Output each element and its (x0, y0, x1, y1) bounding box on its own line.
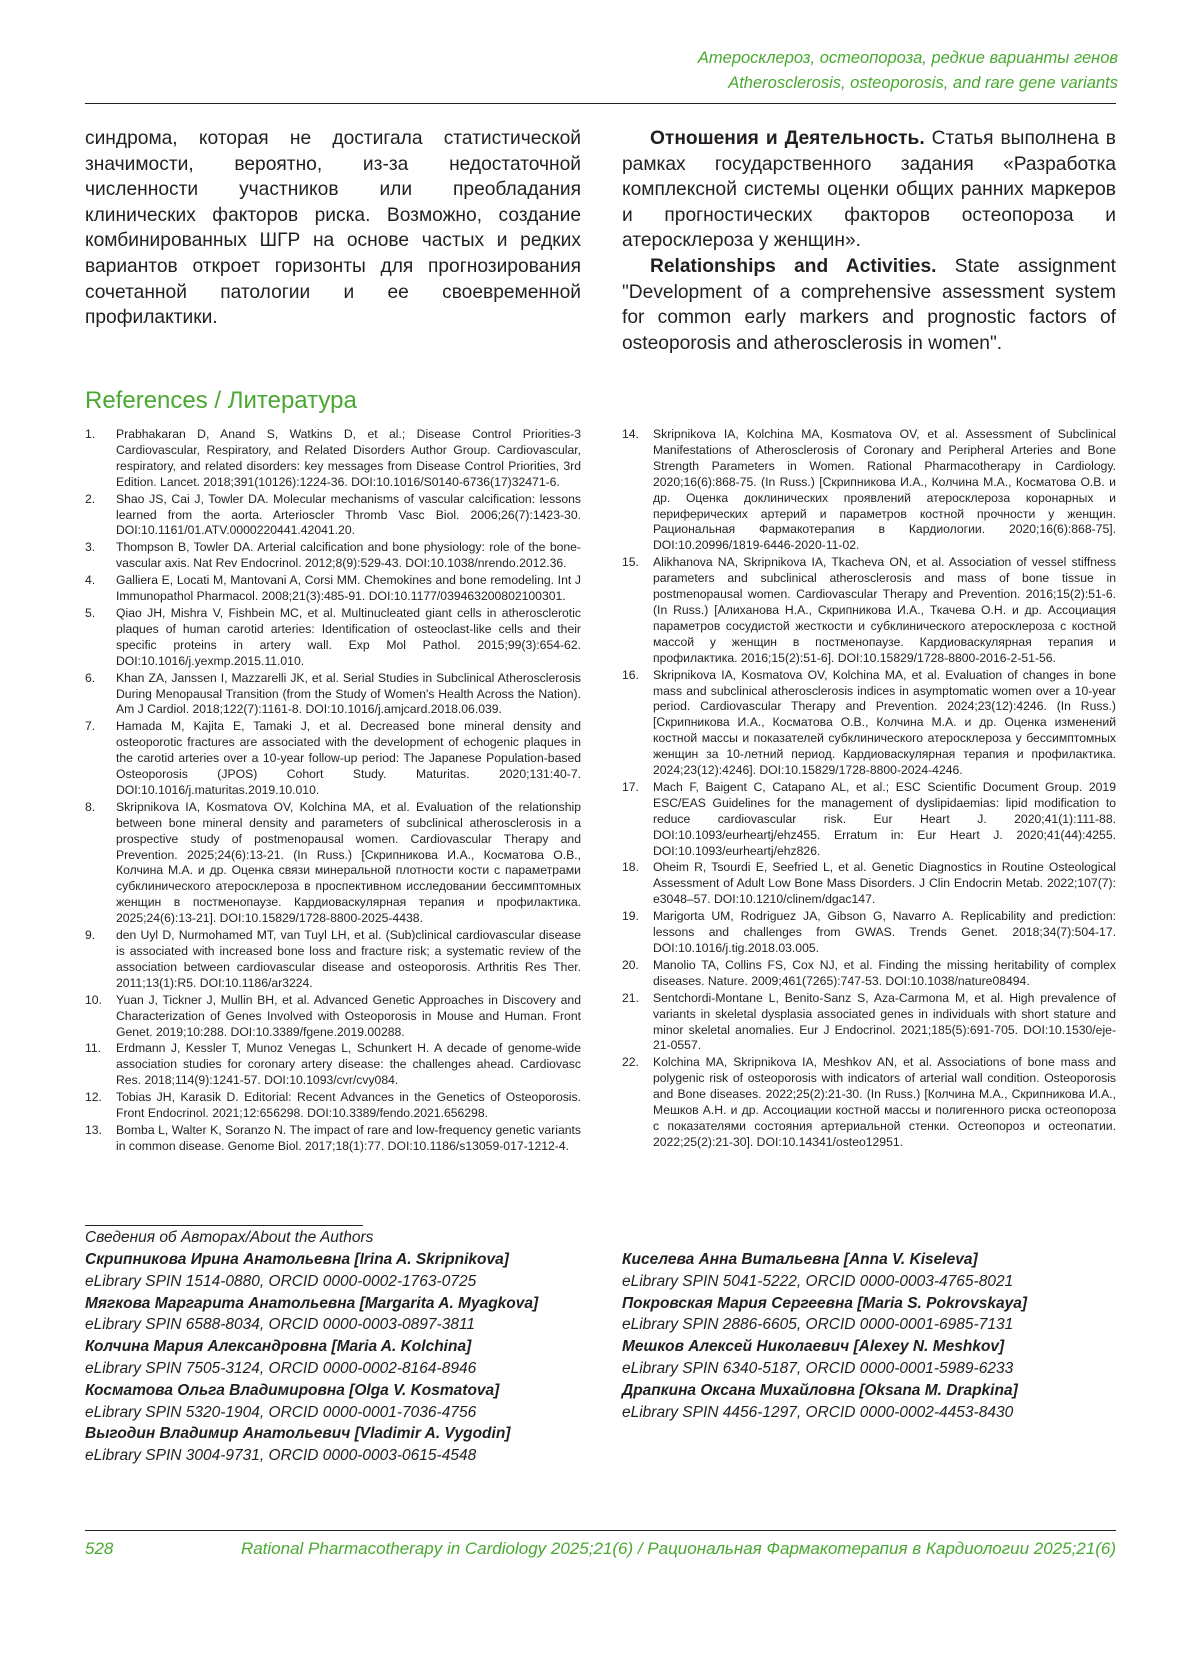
reference-number: 4. (85, 573, 96, 588)
author-name: Покровская Мария Сергеевна [Maria S. Pokrovskaya] (622, 1294, 1027, 1312)
reference-number: 15. (622, 555, 639, 570)
authors-list-left (85, 1249, 605, 1467)
relationships-en-label: Relationships and Activities. (650, 255, 937, 277)
reference-number: 18. (622, 860, 639, 875)
reference-item (622, 860, 1116, 908)
author-name: Колчина Мария Александровна [Maria A. Kolchina] (85, 1338, 472, 1356)
reference-item (85, 993, 581, 1041)
running-head-en: Atherosclerosis, osteoporosis, and rare gene variants (728, 74, 1118, 92)
author-name: Киселева Анна Витальевна [Anna V. Kiseleva] (622, 1251, 978, 1268)
reference-number: 6. (85, 670, 96, 685)
reference-text: Skripnikova IA, Kolchina MA, Kosmatova OV, et al. Assessment of Subclinical Manifestations of Atherosclerosis of Coronary and Peripheral Arteries and Bone Strength Parameters in Women. Rational Pharmacotherapy in Cardiology. 2020;16(6):868-75. (In Russ.) [Скрипникова И.А., Колчина М.А., Косматова О.В. и др. Оценка доклинических проявлений атеросклероза коронарных и периферических артерий и параметров костной прочности у женщин. Рациональная Фармакотерапия в Кардиологии. 2020;16(6):868-75]. DOI:10.20996/1819-6446-2020-11-02. (653, 427, 1116, 553)
reference-text: Skripnikova IA, Kosmatova OV, Kolchina MA, et al. Evaluation of the relationship between bone mineral density and parameters of subclinical atherosclerosis in a prospective study of postmenopausal women. Cardiovascular Therapy and Prevention. 2025;24(6):13-21. (In Russ.) [Скрипникова И.А., Косматова О.В., Колчина М.А. и др. Оценка связи минеральной плотности кости с параметрами субклинического атеросклероза в проспективном исследовании бессимптомных женщин в постменопаузе. Кардиоваскулярная терапия и профилактика. 2025;24(6):13-21]. DOI:10.15829/1728-8800-2025-4438. (116, 799, 581, 926)
reference-number: 16. (622, 667, 639, 682)
reference-item (85, 492, 581, 540)
reference-item (85, 1123, 581, 1155)
author-identifiers: eLibrary SPIN 4456-1297, ORCID 0000-0002-4453-8430 (622, 1403, 1014, 1421)
reference-item (622, 780, 1116, 860)
reference-item (622, 909, 1116, 957)
authors-list-right (622, 1249, 1116, 1423)
reference-number: 13. (85, 1122, 102, 1137)
relationships-en-text: State assignment "Development of a comprehensive assessment system for common early markers and prognostic factors of osteoporosis and atherosclerosis in women". (622, 255, 1116, 354)
reference-number: 1. (85, 427, 96, 441)
relationships-ru-label: Отношения и Деятельность. (650, 128, 925, 149)
reference-text: Thompson B, Towler DA. Arterial calcification and bone physiology: role of the bone-vascular axis. Nat Rev Endocrinol. 2012;8(9):529-43. DOI:10.1038/nrendo.2012.36. (116, 540, 581, 571)
reference-number: 14. (622, 427, 639, 441)
body-text-left (85, 126, 581, 331)
author-name: Мешков Алексей Николаевич [Alexey N. Meshkov] (622, 1338, 1005, 1356)
reference-number: 20. (622, 957, 639, 972)
reference-text: Yuan J, Tickner J, Mullin BH, et al. Advanced Genetic Approaches in Discovery and Characterization of Genes Involved with Osteoporosis in Mouse and Human. Front Genet. 2019;10:288. DOI:10.3389/fgene.2019.00288. (116, 992, 581, 1039)
reference-text: Marigorta UM, Rodriguez JA, Gibson G, Navarro A. Replicability and prediction: lessons and challenges from GWAS. Trends Genet. 2018;34(7):504-17. DOI:10.1016/j.tig.2018.03.005. (653, 909, 1116, 955)
reference-text: Sentchordi-Montane L, Benito-Sanz S, Aza-Carmona M, et al. High prevalence of variants in skeletal dysplasia associated genes in individuals with short stature and minor skeletal anomalies. Eur J Endocrinol. 2021;185(5):691-705. DOI:10.1530/eje-21-0557. (653, 990, 1116, 1053)
reference-number: 22. (622, 1055, 639, 1070)
running-head (318, 46, 1118, 96)
reference-item (85, 606, 581, 670)
reference-list-left (85, 427, 581, 1156)
reference-text: den Uyl D, Nurmohamed MT, van Tuyl LH, et al. (Sub)clinical cardiovascular disease is associated with increased bone loss and fracture risk; a systematic review of the association between cardiovascular disease and osteoporosis. Arthritis Res Ther. 2011;13(1):R5. DOI:10.1186/ar3224. (116, 928, 581, 990)
author-name: Мягкова Маргарита Анатольевна [Margarita A. Myagkova] (85, 1294, 539, 1312)
reference-number: 11. (85, 1041, 102, 1056)
conclusion-paragraph: синдрома, которая не достигала статистической значимости, вероятно, из-за недостаточной численности участников или преобладания клинических факторов риска. Возможно, создание комбинированных ШГР на основе частых и редких вариантов откроет горизонты для прогнозирования сочетанной патологии и ее своевременной профилактики. (85, 128, 581, 329)
reference-text: Bomba L, Walter K, Soranzo N. The impact of rare and low-frequency genetic variants in common disease. Genome Biol. 2017;18(1):77. DOI:10.1186/s13059-017-1212-4. (116, 1122, 581, 1153)
relationships-ru-text: Статья выполнена в рамках государственного задания «Разработка комплексной системы оценки общих ранних маркеров и прогностических факторов остеопороза и атеросклероза у женщин». (622, 128, 1116, 252)
reference-text: Qiao JH, Mishra V, Fishbein MC, et al. Multinucleated giant cells in atherosclerotic plaques of human carotid arteries: Identification of osteoclast-like cells and their specific proteins in artery wall. Exp Mol Pathol. 2015;99(3):654-62. DOI:10.1016/j.yexmp.2015.11.010. (116, 605, 581, 668)
reference-text: Skripnikova IA, Kosmatova OV, Kolchina MA, et al. Evaluation of changes in bone mass and subclinical atherosclerosis indices in asymptomatic women over a 10-year period. Cardiovascular Therapy and Prevention. 2024;23(12):4246. (In Russ.) [Скрипникова И.А., Косматова О.В., Колчина М.А. и др. Оценка изменений костной массы и показателей субклинического атеросклероза у бессимптомных женщин за 10-летний период. Кардиоваскулярная терапия и профилактика. 2024;23(12):4246]. DOI:10.15829/1728-8800-2024-4246. (653, 667, 1116, 778)
author-identifiers: eLibrary SPIN 6588-8034, ORCID 0000-0003-0897-3811 (85, 1316, 476, 1334)
reference-number: 5. (85, 605, 96, 620)
reference-number: 3. (85, 540, 96, 555)
reference-number: 2. (85, 491, 96, 506)
reference-item (85, 800, 581, 927)
author-identifiers: eLibrary SPIN 5041-5222, ORCID 0000-0003-4765-8021 (622, 1272, 1014, 1290)
author-name: Скрипникова Ирина Анатольевна [Irina A. Skripnikova] (85, 1251, 509, 1268)
reference-item (622, 1055, 1116, 1150)
reference-text: Mach F, Baigent C, Catapano AL, et al.; ESC Scientific Document Group. 2019 ESC/EAS Guidelines for the management of dyslipidaemias: lipid modification to reduce cardiovascular risk. Eur Heart J. 2020;41(1):111-88. DOI:10.1093/eurheartj/ehz455. Erratum in: Eur Heart J. 2020;41(44):4255. DOI:10.1093/eurheartj/ehz826. (653, 779, 1116, 858)
author-identifiers: eLibrary SPIN 7505-3124, ORCID 0000-0002-8164-8946 (85, 1359, 477, 1377)
footer-divider (85, 1530, 1116, 1531)
reference-text: Kolchina MA, Skripnikova IA, Meshkov AN, et al. Associations of bone mass and polygenic risk of osteoporosis with indicators of arterial wall condition. Osteoporosis and Bone diseases. 2022;25(2):21-30. (In Russ.) [Колчина М.А., Скрипникова И.А., Мешков А.Н. и др. Ассоциации костной массы и полигенного риска остеопороза с показателями состояния артериальной стенки. Остеопороз и остеопатии. 2022;25(2):21-30]. DOI:10.14341/osteo12951. (653, 1055, 1116, 1149)
body-text-right (622, 126, 1116, 356)
author-identifiers: eLibrary SPIN 6340-5187, ORCID 0000-0001-5989-6233 (622, 1359, 1014, 1377)
reference-item (622, 991, 1116, 1055)
reference-number: 7. (85, 719, 96, 734)
reference-item (85, 928, 581, 992)
page-number: 528 (85, 1539, 114, 1558)
reference-text: Oheim R, Tsourdi E, Seefried L, et al. Genetic Diagnostics in Routine Osteological Assessment of Adult Low Bone Mass Disorders. J Clin Endocrin Metab. 2022;107(7): e3048–57. DOI:10.1210/clinem/dgac147. (653, 860, 1116, 907)
author-identifiers: eLibrary SPIN 2886-6605, ORCID 0000-0001-6985-7131 (622, 1316, 1014, 1334)
reference-number: 12. (85, 1090, 102, 1105)
author-name: Драпкина Оксана Михайловна [Oksana M. Drapkina] (622, 1381, 1018, 1399)
running-head-ru: Атеросклероз, остеопороза, редкие варианты генов (697, 49, 1118, 67)
reference-item (85, 671, 581, 719)
author-name: Выгодин Владимир Анатольевич [Vladimir A. Vygodin] (85, 1425, 511, 1443)
reference-item (85, 540, 581, 572)
reference-number: 21. (622, 990, 639, 1005)
reference-text: Khan ZA, Janssen I, Mazzarelli JK, et al. Serial Studies in Subclinical Atherosclerosis During Menopausal Transition (from the Study of Women's Health Across the Nation). Am J Cardiol. 2018;122(7):1161-8. DOI:10.1016/j.amjcard.2018.06.039. (116, 670, 581, 717)
reference-item (85, 1090, 581, 1122)
reference-item (85, 427, 581, 491)
author-identifiers: eLibrary SPIN 5320-1904, ORCID 0000-0001-7036-4756 (85, 1403, 477, 1421)
relationships-ru (622, 126, 1116, 254)
reference-number: 10. (85, 992, 102, 1007)
reference-text: Hamada M, Kajita E, Tamaki J, et al. Decreased bone mineral density and osteoporotic fractures are associated with the development of echogenic plaques in the carotid arteries over a 10-year follow-up period: The Japanese Population-based Osteoporosis (JPOS) Cohort Study. Maturitas. 2020;131:40-7. DOI:10.1016/j.maturitas.2019.10.010. (116, 719, 581, 797)
reference-number: 17. (622, 779, 639, 794)
authors-heading: Сведения об Авторах/About the Authors (85, 1229, 374, 1246)
reference-list-right (622, 427, 1116, 1152)
reference-text: Prabhakaran D, Anand S, Watkins D, et al.; Disease Control Priorities-3 Cardiovascular, Respiratory, and Related Disorders Author Group. Cardiovascular, respiratory, and related disorders: key messages from Disease Control Priorities, 3rd Edition. Lancet. 2018;391(10126):1224-36. DOI:10.1016/S0140-6736(17)32471-6. (116, 427, 581, 489)
reference-item (622, 555, 1116, 666)
reference-number: 9. (85, 928, 96, 943)
journal-citation: Rational Pharmacotherapy in Cardiology 2025;21(6) / Рациональная Фармакотерапия в Кардиологии 2025;21(6) (240, 1539, 1116, 1558)
reference-text: Manolio TA, Collins FS, Cox NJ, et al. Finding the missing heritability of complex diseases. Nature. 2009;461(7265):747-53. DOI:10.1038/nature08494. (653, 957, 1116, 988)
author-identifiers: eLibrary SPIN 1514-0880, ORCID 0000-0002-1763-0725 (85, 1272, 477, 1290)
reference-text: Shao JS, Cai J, Towler DA. Molecular mechanisms of vascular calcification: lessons learned from the aorta. Arterioscler Thromb Vasc Biol. 2006;26(7):1423-30. DOI:10.1161/01.ATV.0000220441.42041.20. (116, 491, 581, 538)
reference-text: Galliera E, Locati M, Mantovani A, Corsi MM. Chemokines and bone remodeling. Int J Immunopathol Pharmacol. 2008;21(3):485-91. DOI:10.1177/039463200802100301. (116, 573, 581, 604)
references-heading: References / Литература (85, 387, 357, 414)
reference-item (622, 427, 1116, 554)
reference-text: Tobias JH, Karasik D. Editorial: Recent Advances in the Genetics of Osteoporosis. Front Endocrinol. 2021;12:656298. DOI:10.3389/fendo.2021.656298. (116, 1090, 581, 1121)
reference-number: 19. (622, 909, 639, 924)
relationships-en (622, 254, 1116, 356)
reference-item (622, 668, 1116, 779)
reference-item (85, 573, 581, 605)
author-identifiers: eLibrary SPIN 3004-9731, ORCID 0000-0003-0615-4548 (85, 1447, 477, 1465)
reference-text: Alikhanova NA, Skripnikova IA, Tkacheva ON, et al. Association of vessel stiffness parameters and subclinical atherosclerosis and mass of bone tissue in postmenopausal women. Cardiovascular Therapy and Prevention. 2016;15(2):51-6. (In Russ.) [Алиханова Н.А., Скрипникова И.А., Ткачева О.Н. и др. Ассоциация параметров сосудистой жесткости и субклинического атеросклероза с костной массой у женщин в постменопаузе. Кардиоваскулярная терапия и профилактика. 2016;15(2):51-6]. DOI:10.15829/1728-8800-2016-2-51-56. (653, 555, 1116, 665)
author-name: Косматова Ольга Владимировна [Olga V. Kosmatova] (85, 1381, 500, 1399)
reference-item (85, 1041, 581, 1089)
reference-item (622, 958, 1116, 990)
authors-divider (85, 1225, 363, 1226)
header-divider (85, 103, 1116, 104)
reference-text: Erdmann J, Kessler T, Munoz Venegas L, Schunkert H. A decade of genome-wide association studies for coronary artery disease: the challenges ahead. Cardiovasc Res. 2018;114(9):1241-57. DOI:10.1093/cvr/cvy084. (116, 1041, 581, 1088)
reference-item (85, 719, 581, 799)
reference-number: 8. (85, 799, 96, 814)
